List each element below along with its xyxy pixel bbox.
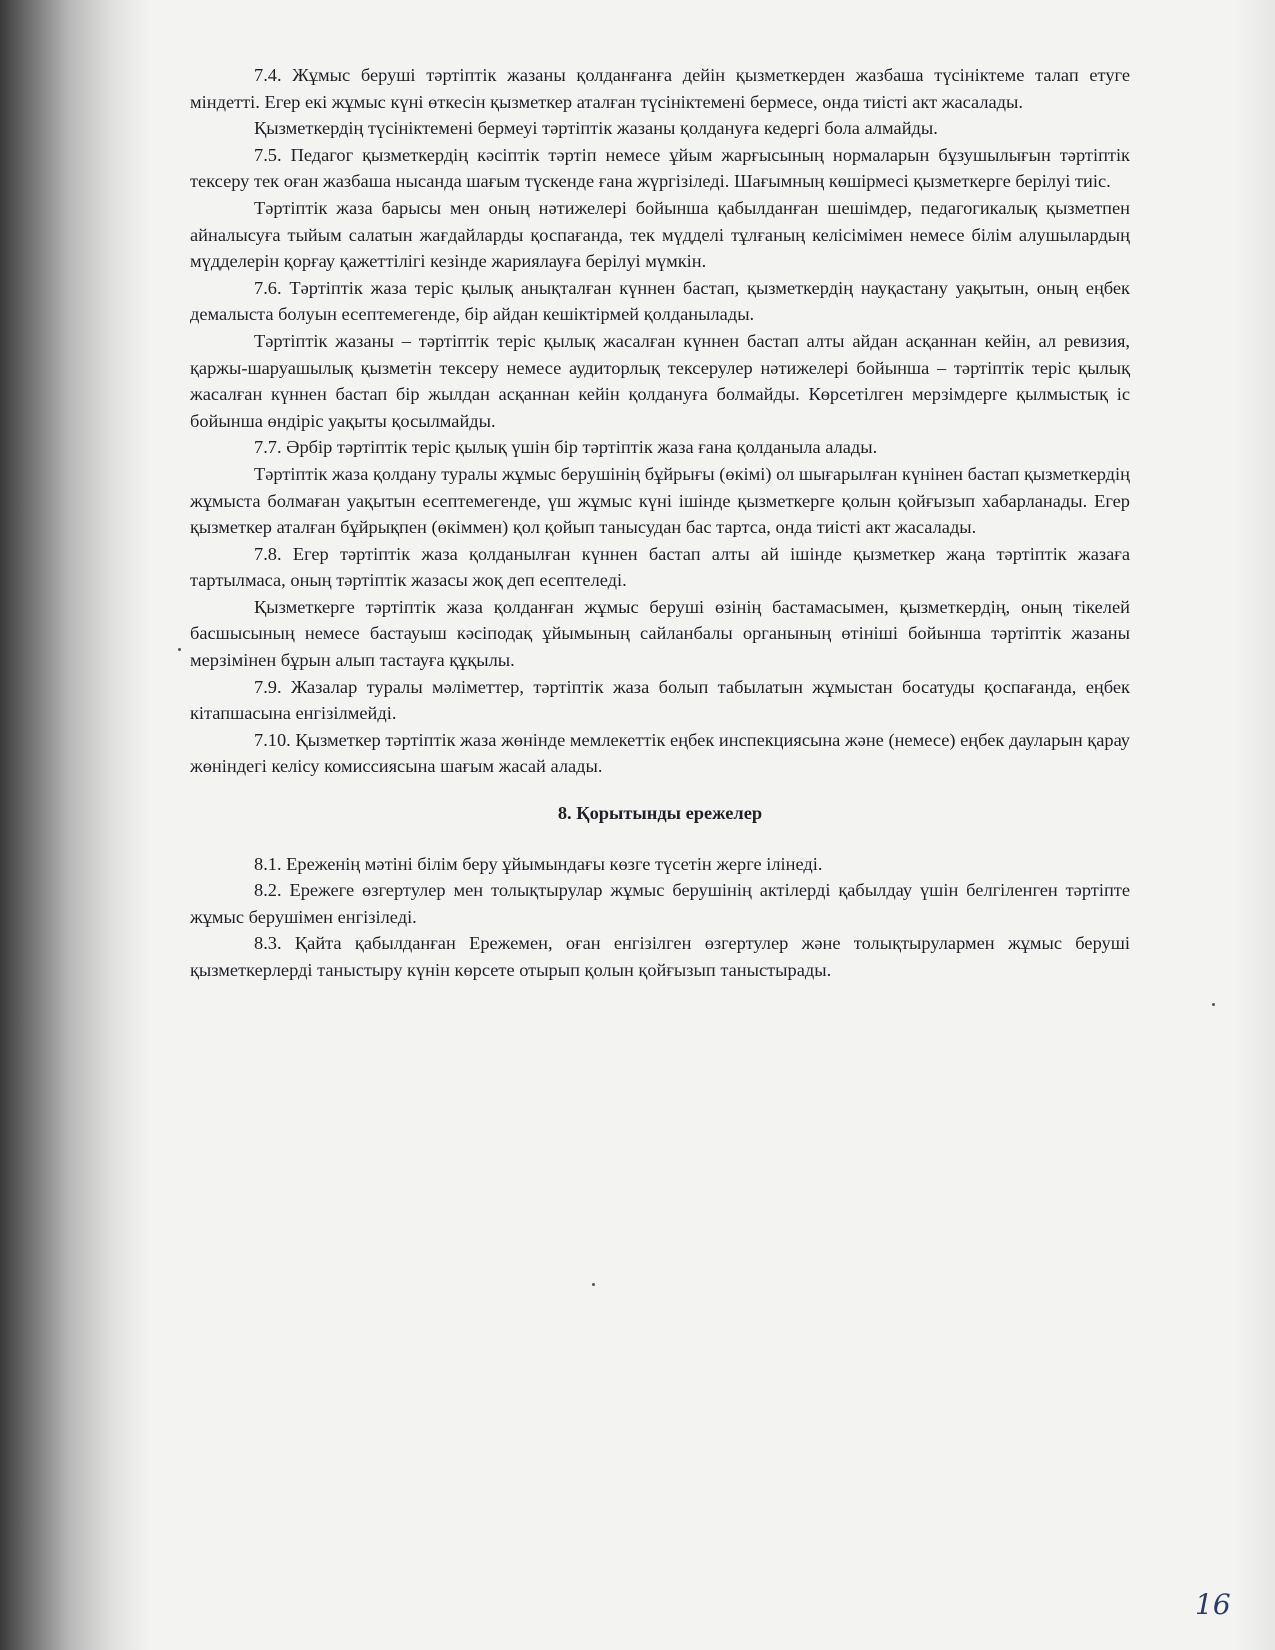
scan-binding-shadow <box>0 0 150 1650</box>
paragraph-7-7: 7.7. Әрбір тәртіптік теріс қылық үшін бір тәртіптік жаза ғана қолданыла алады. <box>254 437 878 458</box>
paragraph-7-9: 7.9. Жазалар туралы мәліметтер, тәртіптік жаза болып табылатын жұмыстан босатуды қоспағанда, еңбек кітапшасына енгізілмейді. <box>190 676 1130 724</box>
scan-speck <box>178 648 181 651</box>
page-number: 16 <box>1195 1588 1231 1621</box>
scan-edge <box>1235 0 1275 1650</box>
scan-speck <box>1212 1003 1215 1006</box>
document-body <box>190 62 1130 984</box>
paragraph: Тәртіптік жаза барысы мен оның нәтижелері бойынша қабылданған шешімдер, педагогикалық қызметпен айналысуға тыйым салатын жағдайларды қоспағанда, тек мүдделі тұлғаның келісімімен немесе білім алушылардың мүдделерін қорғау қажеттілігі кезінде жариялауға берілуі мүмкін. <box>190 197 1130 272</box>
scan-speck <box>592 1283 595 1286</box>
paragraph-8-2: 8.2. Ережеге өзгертулер мен толықтырулар жұмыс берушінің актілерді қабылдау үшін белгіленген тәртіпте жұмыс берушімен енгізіледі. <box>190 880 1130 927</box>
paragraph-7-5: 7.5. Педагог қызметкердің кәсіптік тәртіп немесе ұйым жарғысының нормаларын бұзушылығын тәртіптік тексеру тек оған жазбаша нысанда шағым түскенде ғана жүргізіледі. Шағымның көшірмесі қызметкерге берілуі тиіс. <box>190 144 1130 192</box>
paragraph-7-10: 7.10. Қызметкер тәртіптік жаза жөнінде мемлекеттік еңбек инспекциясына және (немесе) еңбек дауларын қарау жөніндегі келісу комиссиясына шағым жасай алады. <box>190 729 1130 777</box>
paragraph: Қызметкерге тәртіптік жаза қолданған жұмыс беруші өзінің бастамасымен, қызметкердің, оның тікелей басшысының немесе бастауыш кәсіподақ ұйымының сайланбалы органының өтініші бойынша тәртіптік жазаны мерзімінен бұрын алып тастауға құқылы. <box>190 596 1130 671</box>
paragraph: Тәртіптік жазаны – тәртіптік теріс қылық жасалған күннен бастап алты айдан асқаннан кейін, ал ревизия, қаржы-шаруашылық қызметін тексеру немесе аудиторлық тексерулер нәтижелері бойынша – тәртіптік теріс қылық жасалған күннен бастап бір жылдан асқаннан кейін қолдануға болмайды. Көрсетілген мерзімдерге қылмыстық іс бойынша өндіріс уақыты қосылмайды. <box>190 330 1130 431</box>
paragraph: Қызметкердің түсініктемені бермеуі тәртіптік жазаны қолдануға кедергі бола алмайды. <box>254 118 938 139</box>
paragraph-8-1: 8.1. Ереженің мәтіні білім беру ұйымындағы көзге түсетін жерге ілінеді. <box>254 853 823 874</box>
section-title: 8. Қорытынды ережелер <box>557 803 763 824</box>
paragraph-8-3: 8.3. Қайта қабылданған Ережемен, оған енгізілген өзгертулер және толықтырулармен жұмыс беруші қызметкерлерді таныстыру күнін көрсете отырып қолын қойғызып таныстырады. <box>190 933 1130 980</box>
paragraph-7-8: 7.8. Егер тәртіптік жаза қолданылған күннен бастап алты ай ішінде қызметкер жаңа тәртіптік жазаға тартылмаса, оның тәртіптік жазасы жоқ деп есептеледі. <box>190 543 1130 591</box>
paragraph: Тәртіптік жаза қолдану туралы жұмыс берушінің бұйрығы (өкімі) ол шығарылған күнінен бастап қызметкердің жұмыста болмаған уақытын есептемегенде, үш жұмыс күні ішінде қызметкерге қолын қойғызып хабарланады. Егер қызметкер аталған бұйрықпен (өкіммен) қол қойып танысудан бас тартса, онда тиісті акт жасалады. <box>190 463 1130 538</box>
paragraph-7-6: 7.6. Тәртіптік жаза теріс қылық анықталған күннен бастап, қызметкердің науқастану уақытын, оның еңбек демалыста болуын есептемегенде, бір айдан кешіктірмей қолданылады. <box>190 277 1130 325</box>
paragraph-7-4: 7.4. Жұмыс беруші тәртіптік жазаны қолданғанға дейін қызметкерден жазбаша түсініктеме талап етуге міндетті. Егер екі жұмыс күні өткесін қызметкер аталған түсініктемені бермесе, онда тиісті акт жасалады. <box>190 65 1130 112</box>
